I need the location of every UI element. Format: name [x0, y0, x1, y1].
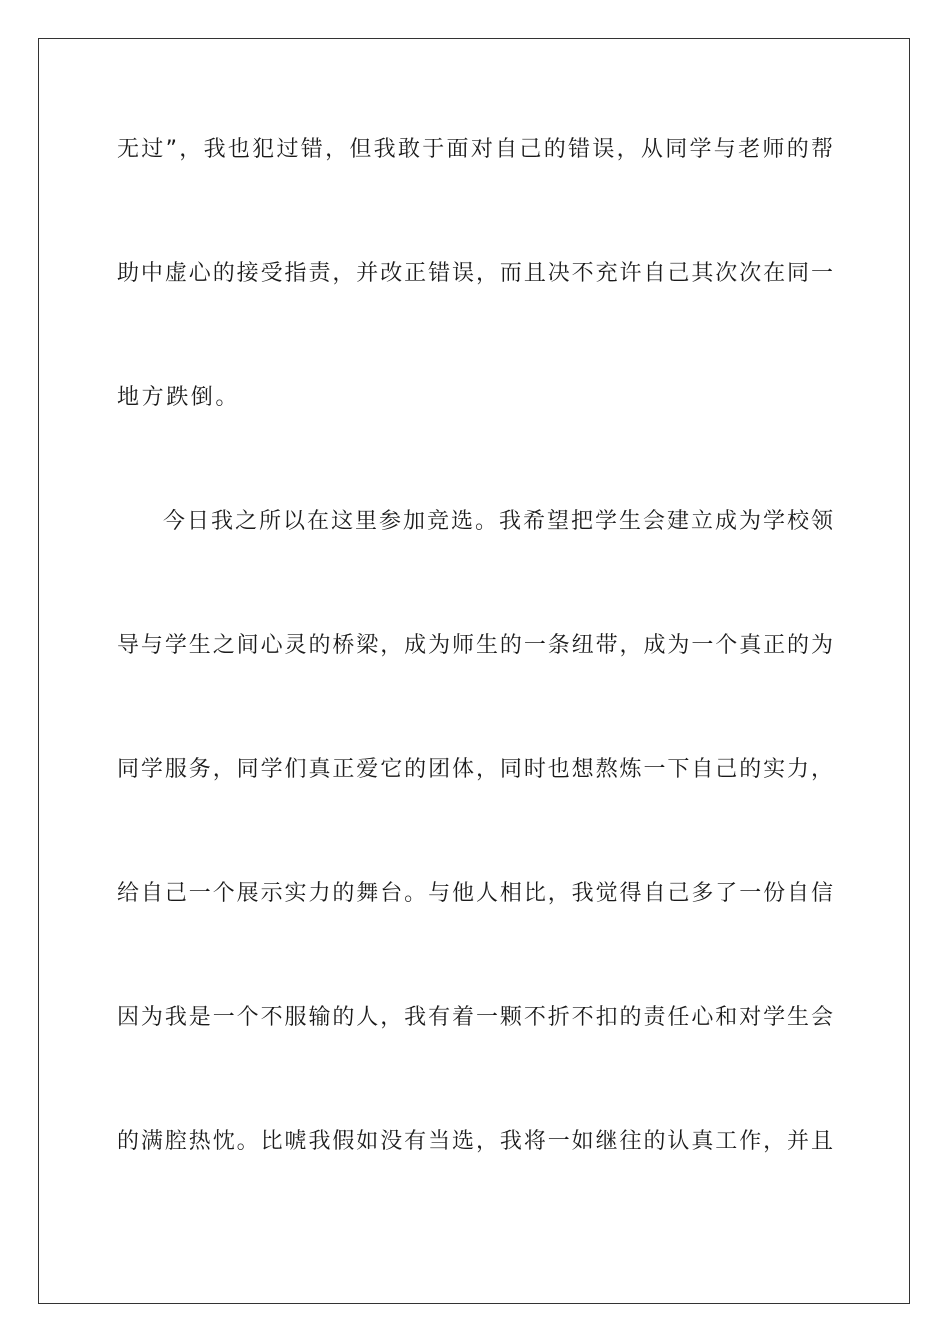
page-frame: [38, 38, 910, 1304]
paragraph-line: 给自己一个展示实力的舞台。与他人相比，我觉得自己多了一份自信: [117, 881, 833, 906]
paragraph-line: 地方跌倒。: [117, 385, 241, 410]
paragraph-line: 同学服务，同学们真正爱它的团体，同时也想熬炼一下自己的实力，: [117, 757, 833, 782]
paragraph-line: 因为我是一个不服输的人，我有着一颗不折不扣的责任心和对学生会: [117, 1005, 833, 1030]
paragraph-line: 导与学生之间心灵的桥梁，成为师生的一条纽带，成为一个真正的为: [117, 633, 833, 658]
paragraph-line: 助中虚心的接受指责，并改正错误，而且决不充许自己其次次在同一: [117, 261, 833, 286]
paragraph-line: 无过”，我也犯过错，但我敢于面对自己的错误，从同学与老师的帮: [117, 137, 833, 162]
paragraph-line: 今日我之所以在这里参加竞选。我希望把学生会建立成为学校领: [163, 509, 833, 534]
paragraph-line: 的满腔热忱。比唬我假如没有当选，我将一如继往的认真工作，并且: [117, 1129, 833, 1154]
